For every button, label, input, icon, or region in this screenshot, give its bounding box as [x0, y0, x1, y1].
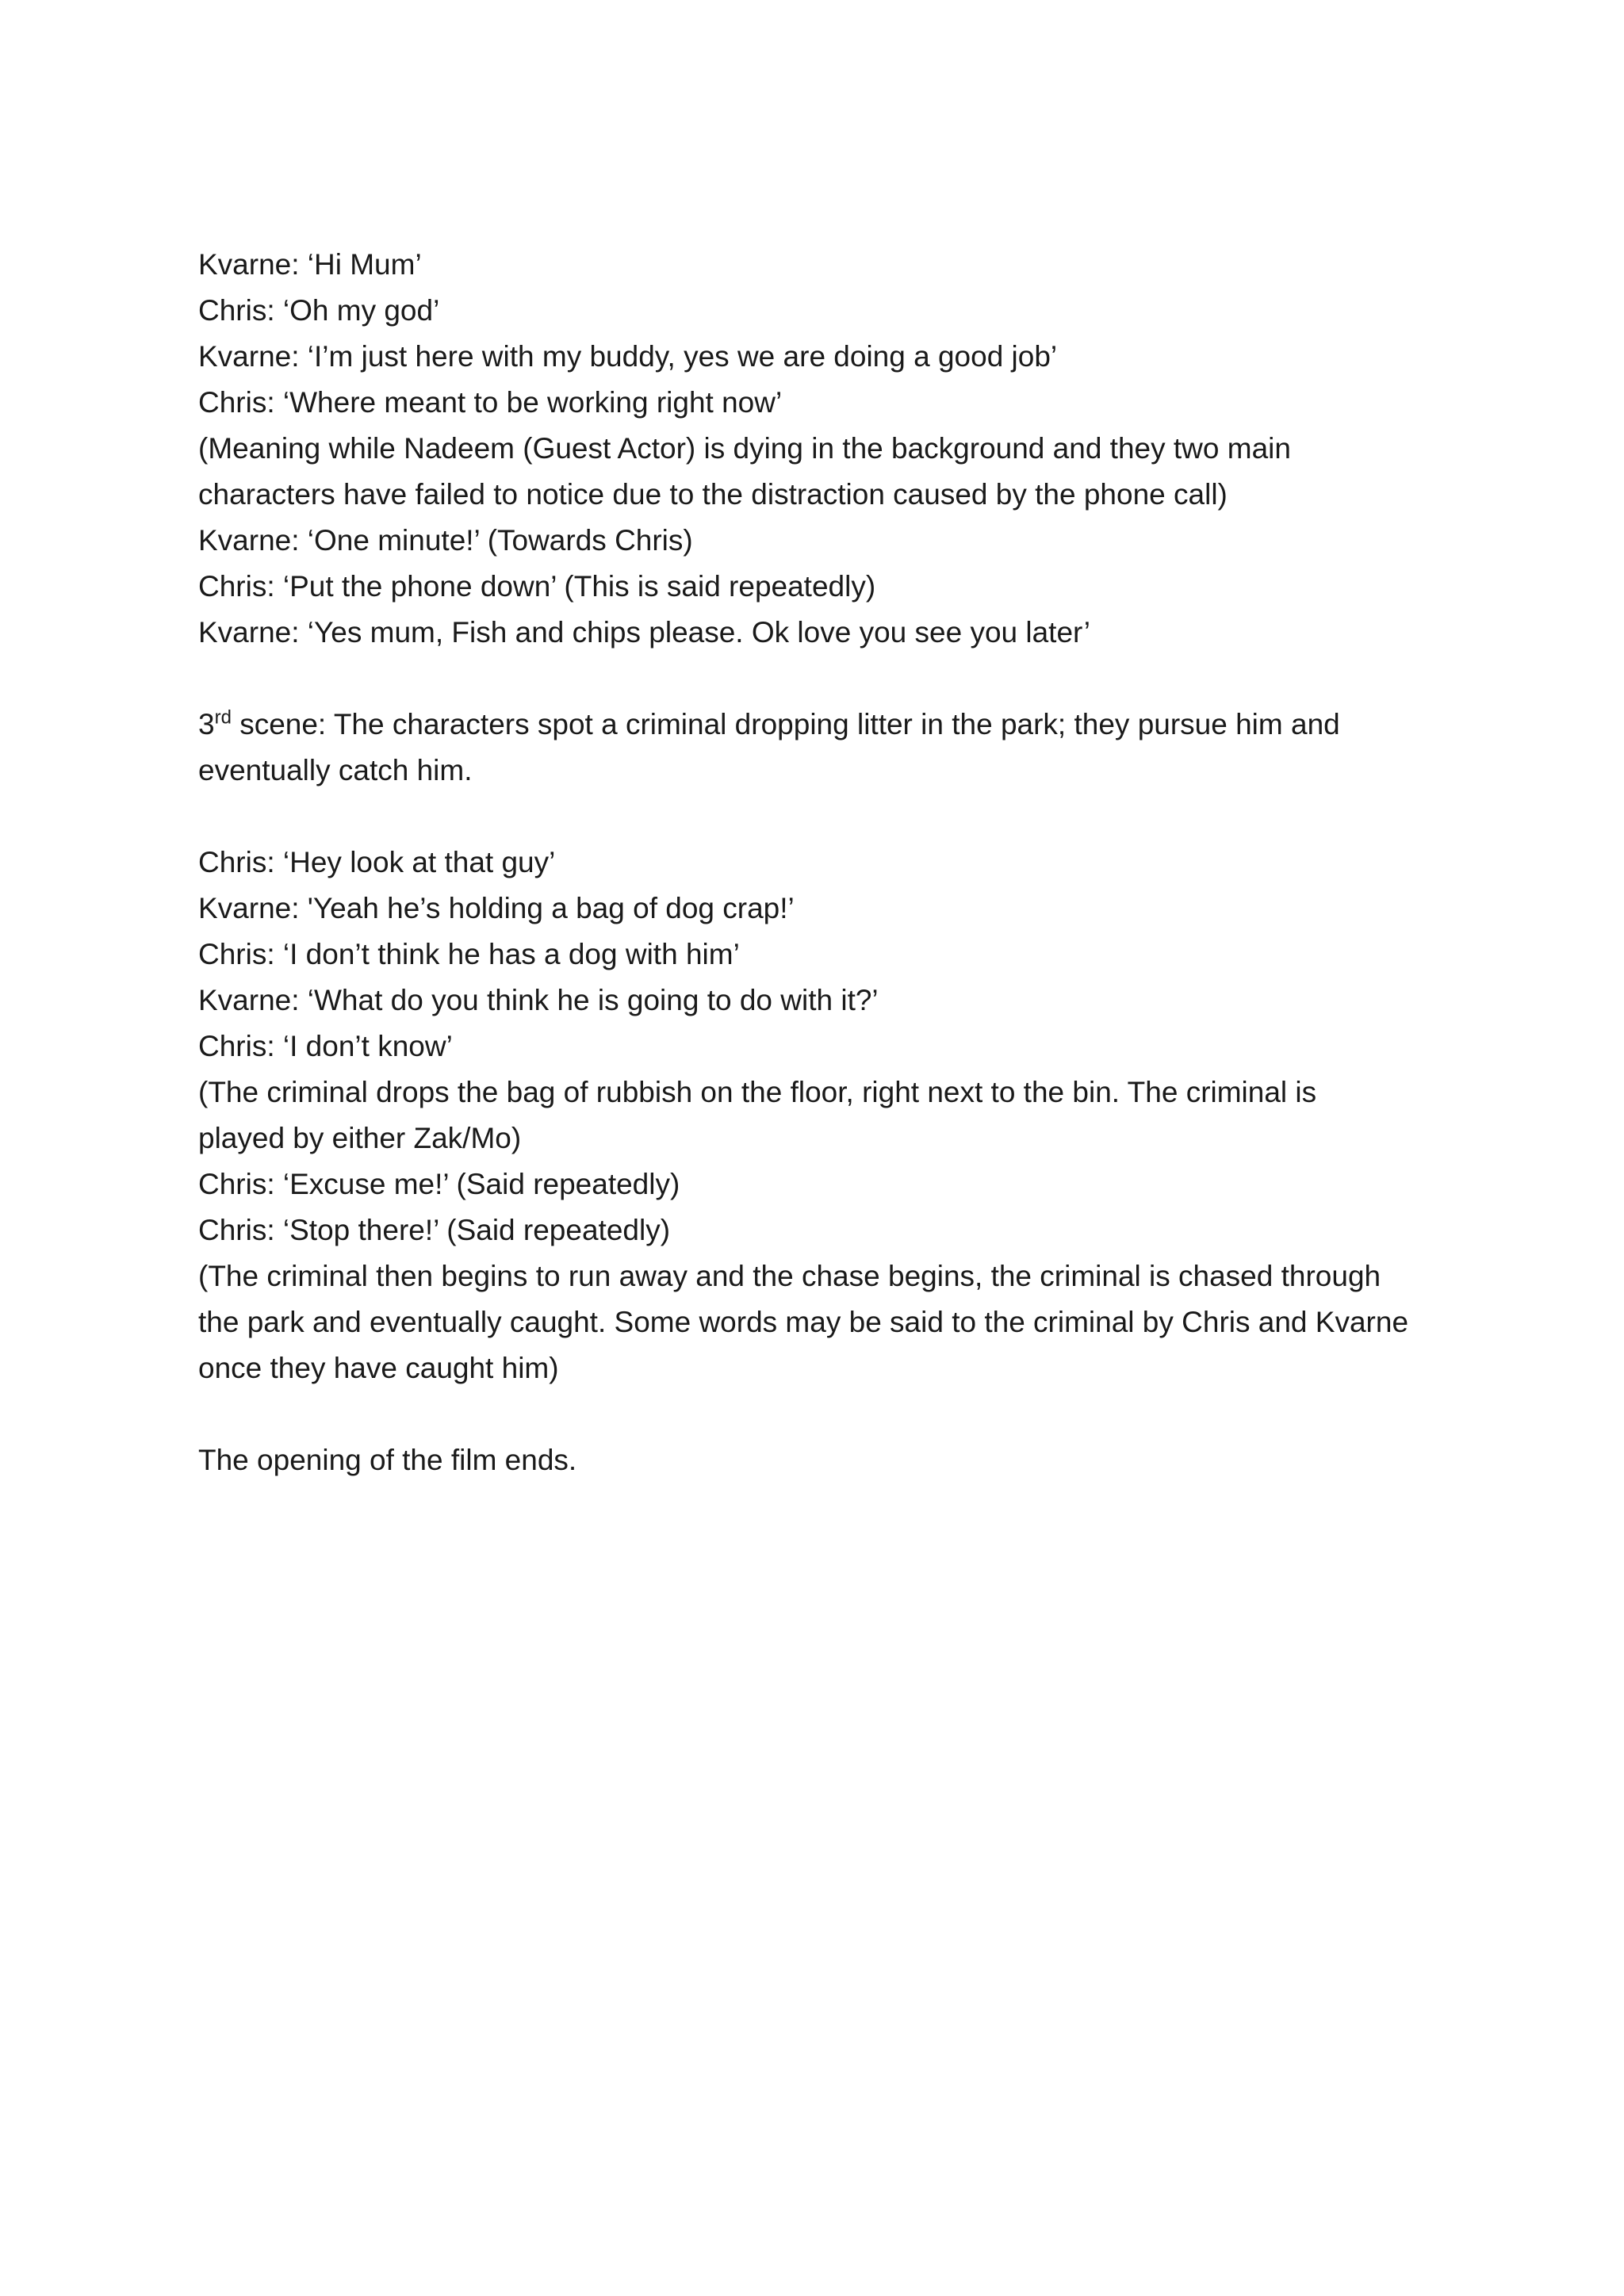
stage-direction-line: once they have caught him) [198, 1352, 559, 1384]
dialogue-line: Chris: ‘Put the phone down’ (This is said repeatedly) [198, 570, 876, 603]
paragraph-gap [198, 656, 1467, 702]
scene-number: 3 [198, 708, 215, 740]
stage-direction-line: played by either Zak/Mo) [198, 1122, 522, 1154]
dialogue-line: Kvarne: ‘What do you think he is going to do with it?’ [198, 984, 879, 1016]
scene-heading-line: eventually catch him. [198, 754, 473, 786]
dialogue-line: Kvarne: 'Yeah he’s holding a bag of dog crap!’ [198, 892, 795, 924]
dialogue-block-1 [198, 242, 1467, 656]
dialogue-line: Chris: ‘Hey look at that guy’ [198, 846, 556, 878]
stage-direction-line: (The criminal then begins to run away and the chase begins, the criminal is chased through [198, 1260, 1381, 1292]
script-body [198, 242, 1467, 1483]
dialogue-block-2 [198, 840, 1467, 1391]
paragraph-gap [198, 794, 1467, 840]
scene-description: scene: The characters spot a criminal dropping litter in the park; they pursue him and [231, 708, 1340, 740]
stage-direction-line: (Meaning while Nadeem (Guest Actor) is dying in the background and they two main [198, 432, 1291, 465]
dialogue-line: Chris: ‘Excuse me!’ (Said repeatedly) [198, 1168, 680, 1200]
dialogue-line: Kvarne: ‘I’m just here with my buddy, yes we are doing a good job’ [198, 340, 1058, 373]
dialogue-line: Kvarne: ‘Yes mum, Fish and chips please. Ok love you see you later’ [198, 616, 1090, 649]
stage-direction-line: characters have failed to notice due to the distraction caused by the phone call) [198, 478, 1228, 511]
closing-paragraph [198, 1437, 1467, 1483]
dialogue-line: Chris: ‘Oh my god’ [198, 294, 440, 327]
closing-line: The opening of the film ends. [198, 1444, 577, 1476]
stage-direction-line: (The criminal drops the bag of rubbish on the floor, right next to the bin. The criminal is [198, 1076, 1317, 1108]
scene-heading-line [198, 702, 1467, 748]
dialogue-line: Kvarne: ‘Hi Mum’ [198, 248, 422, 281]
dialogue-line: Kvarne: ‘One minute!’ (Towards Chris) [198, 524, 693, 557]
dialogue-line: Chris: ‘Stop there!’ (Said repeatedly) [198, 1214, 671, 1246]
dialogue-line: Chris: ‘I don’t think he has a dog with him’ [198, 938, 740, 970]
stage-direction-line: the park and eventually caught. Some words may be said to the criminal by Chris and Kvarne [198, 1306, 1409, 1338]
dialogue-line: Chris: ‘I don’t know’ [198, 1030, 453, 1062]
scene-heading [198, 702, 1467, 794]
paragraph-gap [198, 1391, 1467, 1437]
dialogue-line: Chris: ‘Where meant to be working right now’ [198, 386, 783, 419]
scene-ordinal-suffix: rd [214, 706, 232, 729]
